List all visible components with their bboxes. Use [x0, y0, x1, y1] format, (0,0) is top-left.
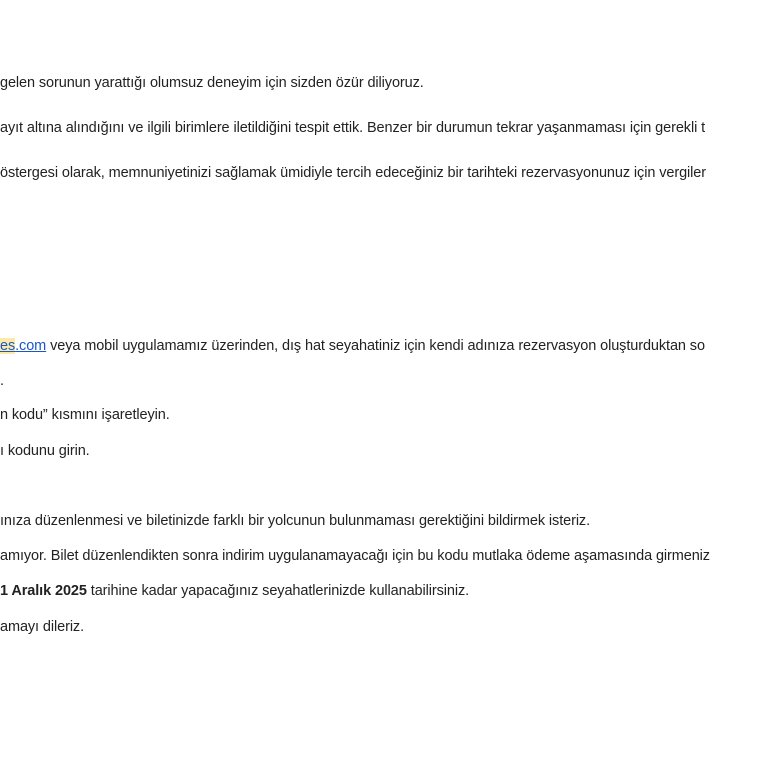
note-validity: [0, 582, 469, 600]
compensation-paragraph: östergesi olarak, memnuniyetinizi sağlamak ümidiyle tercih edeceğiniz bir tarihteki rezervasyonunuz için vergiler: [0, 165, 706, 181]
note-ticket-holder: ınıza düzenlenmesi ve biletinizde farklı bir yolcunun bulunmaması gerektiğini bildirmek isteriz.: [0, 513, 591, 529]
validity-text: tarihine kadar yapacağınız seyahatlerinizde kullanabilirsiniz.: [86, 583, 470, 599]
instruction-step-2: .: [0, 373, 4, 389]
instruction-step-1-text: veya mobil uygulamamız üzerinden, dış hat seyahatiniz için kendi adınıza rezervasyon oluşturduktan so: [46, 338, 705, 354]
note-code-entry: amıyor. Bilet düzenlendikten sonra indirim uygulanamayacağı için bu kodu mutlaka ödeme aşamasında girmeniz: [0, 548, 710, 564]
instruction-step-4: ı kodunu girin.: [0, 443, 90, 459]
closing-line: amayı dileriz.: [0, 619, 85, 635]
validity-date: 1 Aralık 2025: [0, 583, 87, 599]
issue-recorded-paragraph: ayıt altına alındığını ve ilgili birimlere iletildiğini tespit ettik. Benzer bir durumun tekrar yaşanmaması için gerekli t: [0, 120, 706, 136]
website-link-domain: .com: [15, 338, 47, 354]
apology-paragraph: gelen sorunun yarattığı olumsuz deneyim için sizden özür diliyoruz.: [0, 75, 424, 91]
website-link[interactable]: [0, 338, 46, 354]
website-link-highlight: es: [0, 338, 16, 354]
instruction-step-3: n kodu” kısmını işaretleyin.: [0, 407, 170, 423]
instruction-step-1: [0, 337, 705, 355]
